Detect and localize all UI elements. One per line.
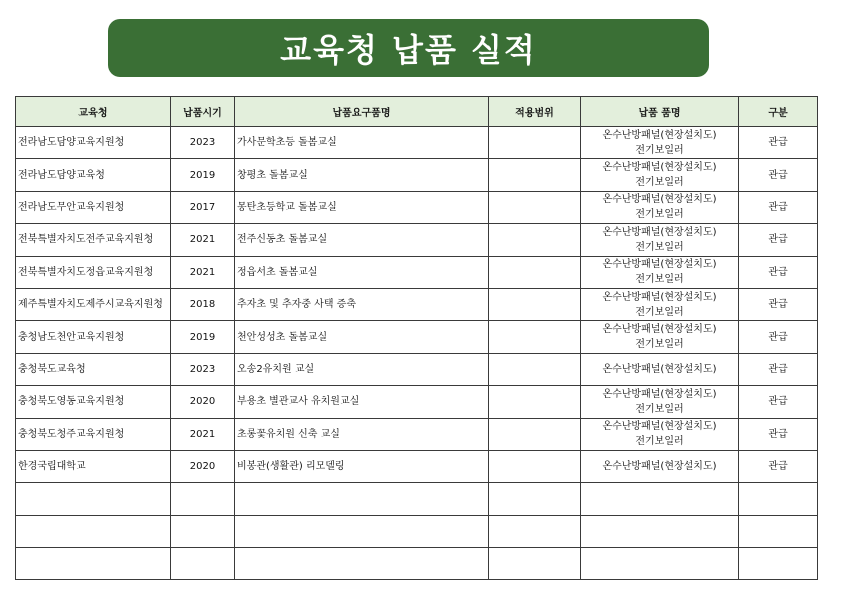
cell-scope: [489, 418, 581, 450]
delivery-record-table: [15, 96, 818, 580]
cell-year: 2023: [171, 353, 235, 385]
cell-product: [581, 159, 739, 191]
cell-product: [581, 321, 739, 353]
cell-type: 관급: [739, 418, 818, 450]
cell-type: 관급: [739, 288, 818, 320]
cell-requested-item: 부용초 별관교사 유치원교실: [235, 386, 489, 418]
cell-office: [16, 515, 171, 547]
cell-year: 2021: [171, 224, 235, 256]
product-line: 전기보일러: [635, 306, 684, 318]
cell-product: [581, 288, 739, 320]
title-banner: [108, 19, 709, 77]
cell-requested-item: [235, 548, 489, 580]
cell-scope: [489, 386, 581, 418]
cell-year: 2019: [171, 321, 235, 353]
cell-scope: [489, 548, 581, 580]
cell-office: [16, 548, 171, 580]
cell-scope: [489, 256, 581, 288]
product-line: 온수난방패널(현장설치도): [602, 194, 717, 206]
table-row: [16, 353, 818, 385]
cell-requested-item: 정읍서초 돌봄교실: [235, 256, 489, 288]
cell-product: [581, 191, 739, 223]
cell-requested-item: 몽탄초등학교 돌봄교실: [235, 191, 489, 223]
table-row: [16, 548, 818, 580]
cell-scope: [489, 450, 581, 482]
header-product: 납품 품명: [581, 97, 739, 127]
cell-office: 전라남도담양교육청: [16, 159, 171, 191]
product-line: 온수난방패널(현장설치도): [602, 363, 717, 375]
cell-year: [171, 483, 235, 515]
cell-type: 관급: [739, 224, 818, 256]
cell-year: 2017: [171, 191, 235, 223]
product-line: 온수난방패널(현장설치도): [602, 226, 717, 238]
product-line: 온수난방패널(현장설치도): [602, 129, 717, 141]
cell-office: 충청북도청주교육지원청: [16, 418, 171, 450]
cell-scope: [489, 127, 581, 159]
table-row: [16, 450, 818, 482]
cell-office: 전북특별자치도전주교육지원청: [16, 224, 171, 256]
cell-scope: [489, 159, 581, 191]
cell-office: 제주특별자치도제주시교육지원청: [16, 288, 171, 320]
product-line: 전기보일러: [635, 403, 684, 415]
table-row: [16, 515, 818, 547]
table-row: [16, 288, 818, 320]
table-row: [16, 418, 818, 450]
table-body: [16, 127, 818, 580]
cell-scope: [489, 483, 581, 515]
cell-office: [16, 483, 171, 515]
cell-type: [739, 483, 818, 515]
cell-type: 관급: [739, 191, 818, 223]
cell-office: 충청북도교육청: [16, 353, 171, 385]
cell-year: 2020: [171, 450, 235, 482]
cell-year: 2021: [171, 256, 235, 288]
product-line: 온수난방패널(현장설치도): [602, 162, 717, 174]
product-line: 온수난방패널(현장설치도): [602, 421, 717, 433]
cell-requested-item: 초롱꽃유치원 신축 교실: [235, 418, 489, 450]
cell-scope: [489, 353, 581, 385]
table-row: [16, 386, 818, 418]
product-line: 온수난방패널(현장설치도): [602, 461, 717, 473]
product-line: 온수난방패널(현장설치도): [602, 324, 717, 336]
product-line: 전기보일러: [635, 436, 684, 448]
table-row: [16, 224, 818, 256]
cell-office: 한경국립대학교: [16, 450, 171, 482]
product-line: 전기보일러: [635, 144, 684, 156]
table-row: [16, 321, 818, 353]
table-row: [16, 127, 818, 159]
page-title: 교육청 납품 실적: [280, 31, 537, 69]
cell-requested-item: 가사문학초등 돌봄교실: [235, 127, 489, 159]
header-year: 납품시기: [171, 97, 235, 127]
product-line: 전기보일러: [635, 177, 684, 189]
product-line: 전기보일러: [635, 209, 684, 221]
cell-office: 충청남도천안교육지원청: [16, 321, 171, 353]
cell-type: [739, 548, 818, 580]
product-line: 전기보일러: [635, 241, 684, 253]
cell-office: 전북특별자치도정읍교육지원청: [16, 256, 171, 288]
cell-requested-item: 전주신동초 돌봄교실: [235, 224, 489, 256]
cell-product: [581, 127, 739, 159]
product-line: 온수난방패널(현장설치도): [602, 388, 717, 400]
cell-requested-item: [235, 515, 489, 547]
cell-requested-item: 창평초 돌봄교실: [235, 159, 489, 191]
cell-office: 전라남도무안교육지원청: [16, 191, 171, 223]
cell-office: 충청북도영동교육지원청: [16, 386, 171, 418]
cell-year: 2021: [171, 418, 235, 450]
cell-year: 2018: [171, 288, 235, 320]
cell-product: [581, 353, 739, 385]
cell-product: [581, 548, 739, 580]
cell-type: 관급: [739, 256, 818, 288]
cell-requested-item: [235, 483, 489, 515]
cell-year: 2020: [171, 386, 235, 418]
cell-scope: [489, 288, 581, 320]
cell-year: 2019: [171, 159, 235, 191]
table-row: [16, 191, 818, 223]
cell-type: 관급: [739, 321, 818, 353]
cell-scope: [489, 224, 581, 256]
cell-product: [581, 515, 739, 547]
cell-year: [171, 548, 235, 580]
cell-year: 2023: [171, 127, 235, 159]
cell-type: 관급: [739, 450, 818, 482]
header-scope: 적용범위: [489, 97, 581, 127]
product-line: 온수난방패널(현장설치도): [602, 259, 717, 271]
cell-type: 관급: [739, 127, 818, 159]
product-line: 온수난방패널(현장설치도): [602, 291, 717, 303]
cell-scope: [489, 515, 581, 547]
cell-type: 관급: [739, 386, 818, 418]
cell-product: [581, 386, 739, 418]
cell-requested-item: 오송2유치원 교실: [235, 353, 489, 385]
cell-type: 관급: [739, 159, 818, 191]
cell-year: [171, 515, 235, 547]
header-requested-item: 납품요구품명: [235, 97, 489, 127]
cell-product: [581, 450, 739, 482]
cell-requested-item: 천안성성초 돌봄교실: [235, 321, 489, 353]
table-row: [16, 256, 818, 288]
cell-requested-item: 추자초 및 추자중 사택 증축: [235, 288, 489, 320]
table-header-row: [16, 97, 818, 127]
cell-type: 관급: [739, 353, 818, 385]
header-office: 교육청: [16, 97, 171, 127]
cell-product: [581, 483, 739, 515]
header-type: 구분: [739, 97, 818, 127]
table-row: [16, 159, 818, 191]
cell-scope: [489, 321, 581, 353]
table-row: [16, 483, 818, 515]
cell-requested-item: 비봉관(생활관) 리모델링: [235, 450, 489, 482]
cell-product: [581, 224, 739, 256]
cell-type: [739, 515, 818, 547]
product-line: 전기보일러: [635, 339, 684, 351]
product-line: 전기보일러: [635, 274, 684, 286]
cell-product: [581, 256, 739, 288]
cell-product: [581, 418, 739, 450]
cell-office: 전라남도담양교육지원청: [16, 127, 171, 159]
cell-scope: [489, 191, 581, 223]
